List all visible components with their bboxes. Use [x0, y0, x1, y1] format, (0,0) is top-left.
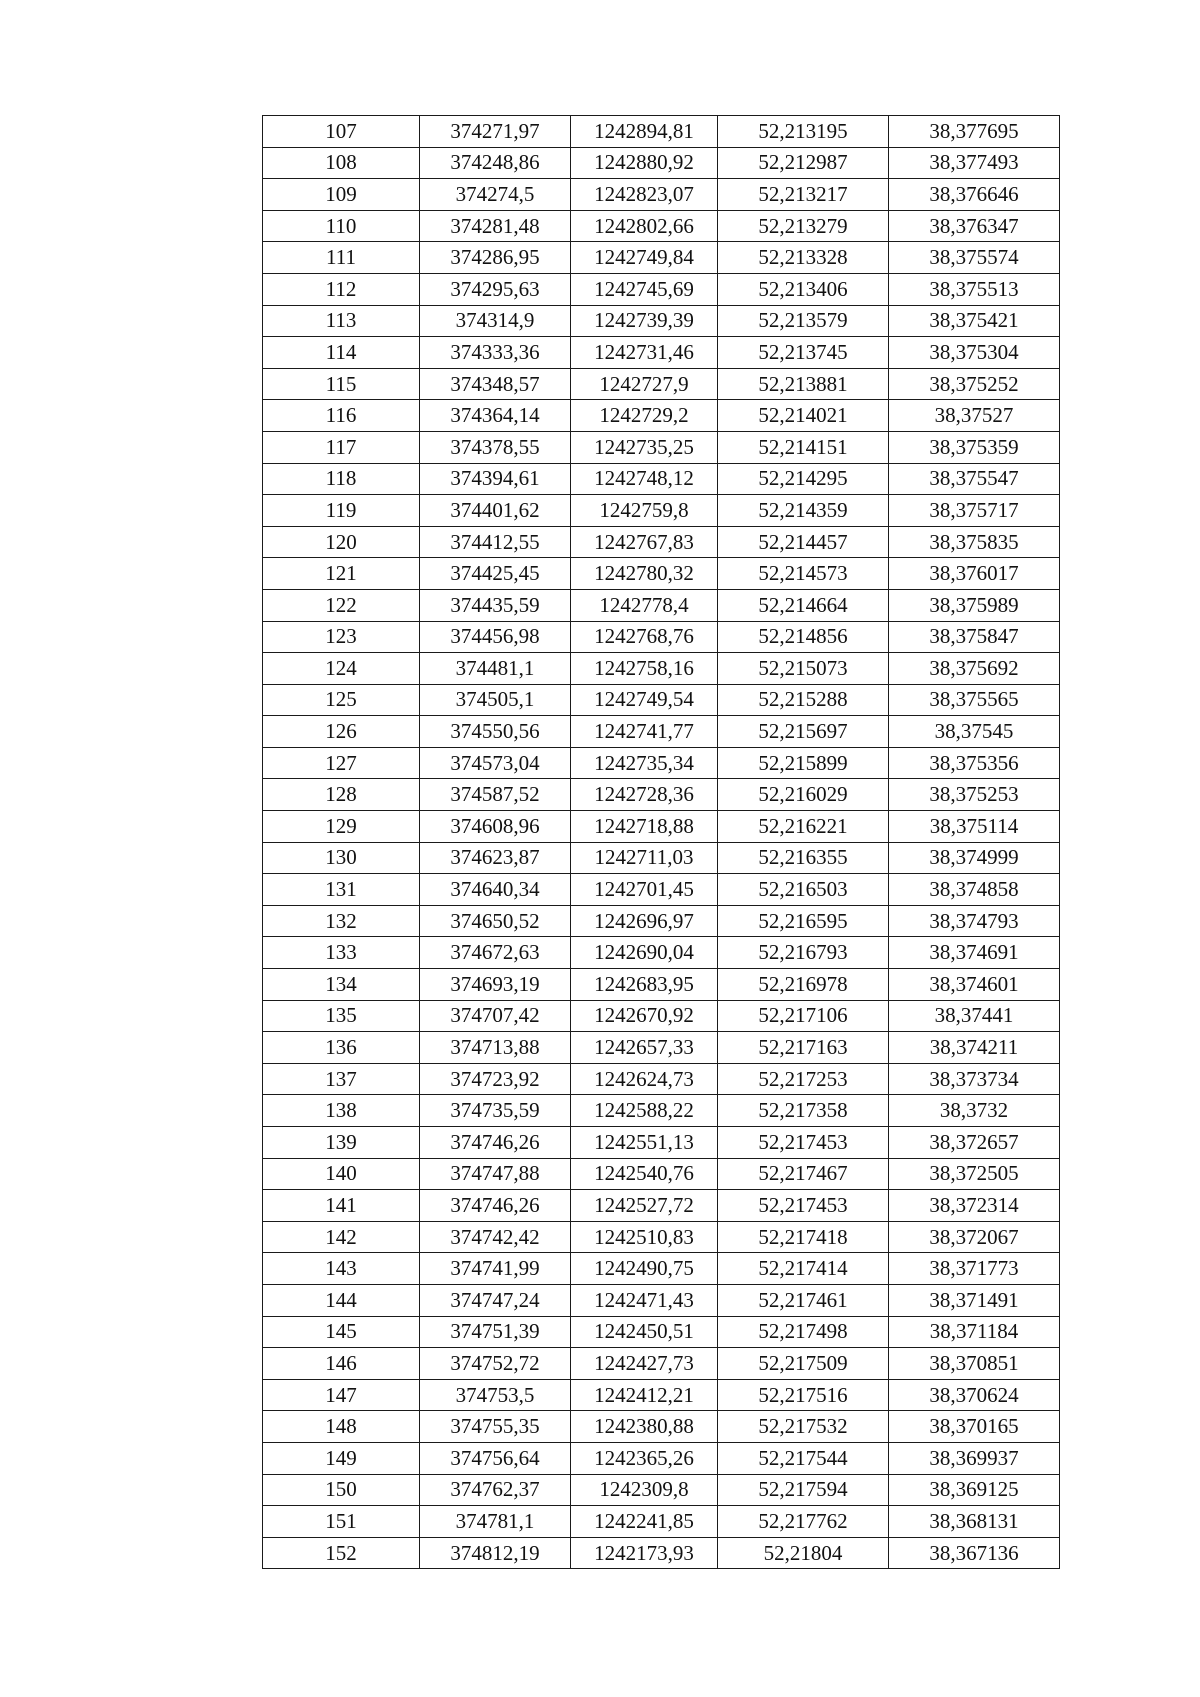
longitude-cell: 38,370851 [889, 1348, 1060, 1380]
y-coordinate-cell: 1242241,85 [571, 1506, 718, 1538]
coordinates-table [262, 115, 1060, 1569]
latitude-cell: 52,212987 [718, 147, 889, 179]
y-coordinate-cell: 1242450,51 [571, 1316, 718, 1348]
x-coordinate-cell: 374435,59 [420, 589, 571, 621]
x-coordinate-cell: 374746,26 [420, 1127, 571, 1159]
table-row [263, 716, 1060, 748]
latitude-cell: 52,217418 [718, 1221, 889, 1253]
y-coordinate-cell: 1242540,76 [571, 1158, 718, 1190]
latitude-cell: 52,217453 [718, 1190, 889, 1222]
table-row [263, 1190, 1060, 1222]
x-coordinate-cell: 374348,57 [420, 368, 571, 400]
point-number-cell: 142 [263, 1221, 420, 1253]
x-coordinate-cell: 374762,37 [420, 1474, 571, 1506]
table-row [263, 1474, 1060, 1506]
y-coordinate-cell: 1242683,95 [571, 969, 718, 1001]
latitude-cell: 52,217163 [718, 1032, 889, 1064]
longitude-cell: 38,372657 [889, 1127, 1060, 1159]
longitude-cell: 38,371184 [889, 1316, 1060, 1348]
y-coordinate-cell: 1242309,8 [571, 1474, 718, 1506]
table-row [263, 1032, 1060, 1064]
x-coordinate-cell: 374707,42 [420, 1000, 571, 1032]
x-coordinate-cell: 374412,55 [420, 526, 571, 558]
table-row [263, 653, 1060, 685]
point-number-cell: 150 [263, 1474, 420, 1506]
x-coordinate-cell: 374401,62 [420, 495, 571, 527]
latitude-cell: 52,213195 [718, 116, 889, 148]
x-coordinate-cell: 374587,52 [420, 779, 571, 811]
longitude-cell: 38,37527 [889, 400, 1060, 432]
latitude-cell: 52,213328 [718, 242, 889, 274]
table-row [263, 1537, 1060, 1569]
table-row [263, 495, 1060, 527]
x-coordinate-cell: 374248,86 [420, 147, 571, 179]
y-coordinate-cell: 1242624,73 [571, 1063, 718, 1095]
point-number-cell: 125 [263, 684, 420, 716]
x-coordinate-cell: 374672,63 [420, 937, 571, 969]
y-coordinate-cell: 1242490,75 [571, 1253, 718, 1285]
y-coordinate-cell: 1242739,39 [571, 305, 718, 337]
longitude-cell: 38,375835 [889, 526, 1060, 558]
longitude-cell: 38,372505 [889, 1158, 1060, 1190]
latitude-cell: 52,213579 [718, 305, 889, 337]
y-coordinate-cell: 1242768,76 [571, 621, 718, 653]
x-coordinate-cell: 374723,92 [420, 1063, 571, 1095]
point-number-cell: 132 [263, 905, 420, 937]
y-coordinate-cell: 1242696,97 [571, 905, 718, 937]
table-row [263, 1000, 1060, 1032]
point-number-cell: 122 [263, 589, 420, 621]
table-row [263, 621, 1060, 653]
latitude-cell: 52,214359 [718, 495, 889, 527]
x-coordinate-cell: 374425,45 [420, 558, 571, 590]
latitude-cell: 52,216595 [718, 905, 889, 937]
y-coordinate-cell: 1242690,04 [571, 937, 718, 969]
table-row [263, 969, 1060, 1001]
y-coordinate-cell: 1242728,36 [571, 779, 718, 811]
latitude-cell: 52,217498 [718, 1316, 889, 1348]
latitude-cell: 52,217453 [718, 1127, 889, 1159]
point-number-cell: 131 [263, 874, 420, 906]
longitude-cell: 38,376646 [889, 179, 1060, 211]
y-coordinate-cell: 1242745,69 [571, 273, 718, 305]
table-row [263, 1442, 1060, 1474]
y-coordinate-cell: 1242735,34 [571, 747, 718, 779]
latitude-cell: 52,217594 [718, 1474, 889, 1506]
x-coordinate-cell: 374456,98 [420, 621, 571, 653]
longitude-cell: 38,375114 [889, 811, 1060, 843]
latitude-cell: 52,215288 [718, 684, 889, 716]
x-coordinate-cell: 374742,42 [420, 1221, 571, 1253]
latitude-cell: 52,217509 [718, 1348, 889, 1380]
table-row [263, 463, 1060, 495]
longitude-cell: 38,367136 [889, 1537, 1060, 1569]
longitude-cell: 38,368131 [889, 1506, 1060, 1538]
table-row [263, 1095, 1060, 1127]
latitude-cell: 52,213217 [718, 179, 889, 211]
point-number-cell: 109 [263, 179, 420, 211]
latitude-cell: 52,217358 [718, 1095, 889, 1127]
x-coordinate-cell: 374747,88 [420, 1158, 571, 1190]
longitude-cell: 38,369125 [889, 1474, 1060, 1506]
longitude-cell: 38,372314 [889, 1190, 1060, 1222]
latitude-cell: 52,217467 [718, 1158, 889, 1190]
table-row [263, 1348, 1060, 1380]
longitude-cell: 38,374858 [889, 874, 1060, 906]
y-coordinate-cell: 1242527,72 [571, 1190, 718, 1222]
point-number-cell: 147 [263, 1379, 420, 1411]
y-coordinate-cell: 1242731,46 [571, 337, 718, 369]
point-number-cell: 111 [263, 242, 420, 274]
longitude-cell: 38,376017 [889, 558, 1060, 590]
table-row [263, 684, 1060, 716]
latitude-cell: 52,216793 [718, 937, 889, 969]
x-coordinate-cell: 374314,9 [420, 305, 571, 337]
latitude-cell: 52,217544 [718, 1442, 889, 1474]
point-number-cell: 143 [263, 1253, 420, 1285]
x-coordinate-cell: 374640,34 [420, 874, 571, 906]
point-number-cell: 135 [263, 1000, 420, 1032]
longitude-cell: 38,375565 [889, 684, 1060, 716]
x-coordinate-cell: 374747,24 [420, 1284, 571, 1316]
latitude-cell: 52,217106 [718, 1000, 889, 1032]
table-row [263, 400, 1060, 432]
x-coordinate-cell: 374271,97 [420, 116, 571, 148]
table-row [263, 1506, 1060, 1538]
y-coordinate-cell: 1242894,81 [571, 116, 718, 148]
table-row [263, 368, 1060, 400]
table-row [263, 1221, 1060, 1253]
y-coordinate-cell: 1242588,22 [571, 1095, 718, 1127]
longitude-cell: 38,375847 [889, 621, 1060, 653]
point-number-cell: 133 [263, 937, 420, 969]
x-coordinate-cell: 374608,96 [420, 811, 571, 843]
x-coordinate-cell: 374752,72 [420, 1348, 571, 1380]
point-number-cell: 134 [263, 969, 420, 1001]
point-number-cell: 126 [263, 716, 420, 748]
longitude-cell: 38,373734 [889, 1063, 1060, 1095]
y-coordinate-cell: 1242173,93 [571, 1537, 718, 1569]
x-coordinate-cell: 374693,19 [420, 969, 571, 1001]
y-coordinate-cell: 1242735,25 [571, 431, 718, 463]
y-coordinate-cell: 1242767,83 [571, 526, 718, 558]
latitude-cell: 52,216221 [718, 811, 889, 843]
longitude-cell: 38,37441 [889, 1000, 1060, 1032]
x-coordinate-cell: 374573,04 [420, 747, 571, 779]
point-number-cell: 124 [263, 653, 420, 685]
x-coordinate-cell: 374781,1 [420, 1506, 571, 1538]
x-coordinate-cell: 374364,14 [420, 400, 571, 432]
table-row [263, 337, 1060, 369]
point-number-cell: 137 [263, 1063, 420, 1095]
point-number-cell: 145 [263, 1316, 420, 1348]
longitude-cell: 38,377695 [889, 116, 1060, 148]
table-row [263, 905, 1060, 937]
point-number-cell: 139 [263, 1127, 420, 1159]
point-number-cell: 116 [263, 400, 420, 432]
point-number-cell: 136 [263, 1032, 420, 1064]
latitude-cell: 52,214664 [718, 589, 889, 621]
longitude-cell: 38,374999 [889, 842, 1060, 874]
latitude-cell: 52,214457 [718, 526, 889, 558]
longitude-cell: 38,374793 [889, 905, 1060, 937]
y-coordinate-cell: 1242749,84 [571, 242, 718, 274]
longitude-cell: 38,376347 [889, 210, 1060, 242]
y-coordinate-cell: 1242365,26 [571, 1442, 718, 1474]
longitude-cell: 38,371773 [889, 1253, 1060, 1285]
x-coordinate-cell: 374746,26 [420, 1190, 571, 1222]
point-number-cell: 119 [263, 495, 420, 527]
latitude-cell: 52,214295 [718, 463, 889, 495]
table-row [263, 1316, 1060, 1348]
latitude-cell: 52,213406 [718, 273, 889, 305]
y-coordinate-cell: 1242711,03 [571, 842, 718, 874]
table-row [263, 210, 1060, 242]
point-number-cell: 108 [263, 147, 420, 179]
table-row [263, 779, 1060, 811]
table-row [263, 273, 1060, 305]
latitude-cell: 52,214151 [718, 431, 889, 463]
y-coordinate-cell: 1242380,88 [571, 1411, 718, 1443]
table-row [263, 1158, 1060, 1190]
point-number-cell: 112 [263, 273, 420, 305]
point-number-cell: 110 [263, 210, 420, 242]
latitude-cell: 52,217461 [718, 1284, 889, 1316]
point-number-cell: 149 [263, 1442, 420, 1474]
longitude-cell: 38,3732 [889, 1095, 1060, 1127]
y-coordinate-cell: 1242657,33 [571, 1032, 718, 1064]
latitude-cell: 52,217516 [718, 1379, 889, 1411]
x-coordinate-cell: 374481,1 [420, 653, 571, 685]
latitude-cell: 52,215899 [718, 747, 889, 779]
longitude-cell: 38,375513 [889, 273, 1060, 305]
table-row [263, 811, 1060, 843]
longitude-cell: 38,369937 [889, 1442, 1060, 1474]
latitude-cell: 52,217253 [718, 1063, 889, 1095]
longitude-cell: 38,375304 [889, 337, 1060, 369]
longitude-cell: 38,375253 [889, 779, 1060, 811]
longitude-cell: 38,375989 [889, 589, 1060, 621]
longitude-cell: 38,375252 [889, 368, 1060, 400]
point-number-cell: 144 [263, 1284, 420, 1316]
x-coordinate-cell: 374623,87 [420, 842, 571, 874]
y-coordinate-cell: 1242802,66 [571, 210, 718, 242]
longitude-cell: 38,375717 [889, 495, 1060, 527]
y-coordinate-cell: 1242510,83 [571, 1221, 718, 1253]
longitude-cell: 38,374691 [889, 937, 1060, 969]
table-row [263, 874, 1060, 906]
table-row [263, 242, 1060, 274]
x-coordinate-cell: 374755,35 [420, 1411, 571, 1443]
x-coordinate-cell: 374713,88 [420, 1032, 571, 1064]
x-coordinate-cell: 374735,59 [420, 1095, 571, 1127]
y-coordinate-cell: 1242758,16 [571, 653, 718, 685]
latitude-cell: 52,217762 [718, 1506, 889, 1538]
table-row [263, 431, 1060, 463]
x-coordinate-cell: 374286,95 [420, 242, 571, 274]
table-row [263, 179, 1060, 211]
longitude-cell: 38,375692 [889, 653, 1060, 685]
latitude-cell: 52,216503 [718, 874, 889, 906]
x-coordinate-cell: 374812,19 [420, 1537, 571, 1569]
point-number-cell: 120 [263, 526, 420, 558]
y-coordinate-cell: 1242778,4 [571, 589, 718, 621]
x-coordinate-cell: 374741,99 [420, 1253, 571, 1285]
point-number-cell: 118 [263, 463, 420, 495]
point-number-cell: 146 [263, 1348, 420, 1380]
longitude-cell: 38,370165 [889, 1411, 1060, 1443]
point-number-cell: 151 [263, 1506, 420, 1538]
latitude-cell: 52,215073 [718, 653, 889, 685]
point-number-cell: 121 [263, 558, 420, 590]
x-coordinate-cell: 374550,56 [420, 716, 571, 748]
latitude-cell: 52,217532 [718, 1411, 889, 1443]
coordinates-table-body [263, 116, 1060, 1569]
point-number-cell: 130 [263, 842, 420, 874]
longitude-cell: 38,372067 [889, 1221, 1060, 1253]
table-row [263, 842, 1060, 874]
x-coordinate-cell: 374751,39 [420, 1316, 571, 1348]
table-row [263, 116, 1060, 148]
latitude-cell: 52,214573 [718, 558, 889, 590]
table-row [263, 526, 1060, 558]
y-coordinate-cell: 1242701,45 [571, 874, 718, 906]
latitude-cell: 52,217414 [718, 1253, 889, 1285]
y-coordinate-cell: 1242727,9 [571, 368, 718, 400]
latitude-cell: 52,213745 [718, 337, 889, 369]
point-number-cell: 141 [263, 1190, 420, 1222]
point-number-cell: 115 [263, 368, 420, 400]
longitude-cell: 38,370624 [889, 1379, 1060, 1411]
latitude-cell: 52,21804 [718, 1537, 889, 1569]
table-row [263, 1253, 1060, 1285]
longitude-cell: 38,371491 [889, 1284, 1060, 1316]
table-row [263, 937, 1060, 969]
x-coordinate-cell: 374756,64 [420, 1442, 571, 1474]
point-number-cell: 117 [263, 431, 420, 463]
y-coordinate-cell: 1242823,07 [571, 179, 718, 211]
point-number-cell: 107 [263, 116, 420, 148]
latitude-cell: 52,216978 [718, 969, 889, 1001]
y-coordinate-cell: 1242780,32 [571, 558, 718, 590]
longitude-cell: 38,375421 [889, 305, 1060, 337]
table-row [263, 1127, 1060, 1159]
longitude-cell: 38,375359 [889, 431, 1060, 463]
latitude-cell: 52,214021 [718, 400, 889, 432]
longitude-cell: 38,374601 [889, 969, 1060, 1001]
longitude-cell: 38,375574 [889, 242, 1060, 274]
point-number-cell: 113 [263, 305, 420, 337]
y-coordinate-cell: 1242748,12 [571, 463, 718, 495]
x-coordinate-cell: 374378,55 [420, 431, 571, 463]
table-row [263, 558, 1060, 590]
y-coordinate-cell: 1242471,43 [571, 1284, 718, 1316]
y-coordinate-cell: 1242880,92 [571, 147, 718, 179]
point-number-cell: 129 [263, 811, 420, 843]
latitude-cell: 52,215697 [718, 716, 889, 748]
y-coordinate-cell: 1242759,8 [571, 495, 718, 527]
longitude-cell: 38,37545 [889, 716, 1060, 748]
point-number-cell: 123 [263, 621, 420, 653]
longitude-cell: 38,375547 [889, 463, 1060, 495]
x-coordinate-cell: 374281,48 [420, 210, 571, 242]
table-row [263, 1063, 1060, 1095]
y-coordinate-cell: 1242749,54 [571, 684, 718, 716]
x-coordinate-cell: 374333,36 [420, 337, 571, 369]
y-coordinate-cell: 1242729,2 [571, 400, 718, 432]
latitude-cell: 52,213279 [718, 210, 889, 242]
point-number-cell: 138 [263, 1095, 420, 1127]
y-coordinate-cell: 1242741,77 [571, 716, 718, 748]
latitude-cell: 52,214856 [718, 621, 889, 653]
x-coordinate-cell: 374505,1 [420, 684, 571, 716]
table-row [263, 305, 1060, 337]
latitude-cell: 52,216355 [718, 842, 889, 874]
x-coordinate-cell: 374394,61 [420, 463, 571, 495]
table-row [263, 1379, 1060, 1411]
point-number-cell: 148 [263, 1411, 420, 1443]
longitude-cell: 38,375356 [889, 747, 1060, 779]
x-coordinate-cell: 374753,5 [420, 1379, 571, 1411]
table-row [263, 589, 1060, 621]
point-number-cell: 152 [263, 1537, 420, 1569]
y-coordinate-cell: 1242670,92 [571, 1000, 718, 1032]
table-row [263, 747, 1060, 779]
y-coordinate-cell: 1242427,73 [571, 1348, 718, 1380]
latitude-cell: 52,213881 [718, 368, 889, 400]
point-number-cell: 114 [263, 337, 420, 369]
table-row [263, 147, 1060, 179]
longitude-cell: 38,377493 [889, 147, 1060, 179]
point-number-cell: 140 [263, 1158, 420, 1190]
point-number-cell: 128 [263, 779, 420, 811]
x-coordinate-cell: 374650,52 [420, 905, 571, 937]
longitude-cell: 38,374211 [889, 1032, 1060, 1064]
x-coordinate-cell: 374295,63 [420, 273, 571, 305]
point-number-cell: 127 [263, 747, 420, 779]
table-row [263, 1411, 1060, 1443]
y-coordinate-cell: 1242551,13 [571, 1127, 718, 1159]
x-coordinate-cell: 374274,5 [420, 179, 571, 211]
y-coordinate-cell: 1242718,88 [571, 811, 718, 843]
y-coordinate-cell: 1242412,21 [571, 1379, 718, 1411]
latitude-cell: 52,216029 [718, 779, 889, 811]
table-row [263, 1284, 1060, 1316]
